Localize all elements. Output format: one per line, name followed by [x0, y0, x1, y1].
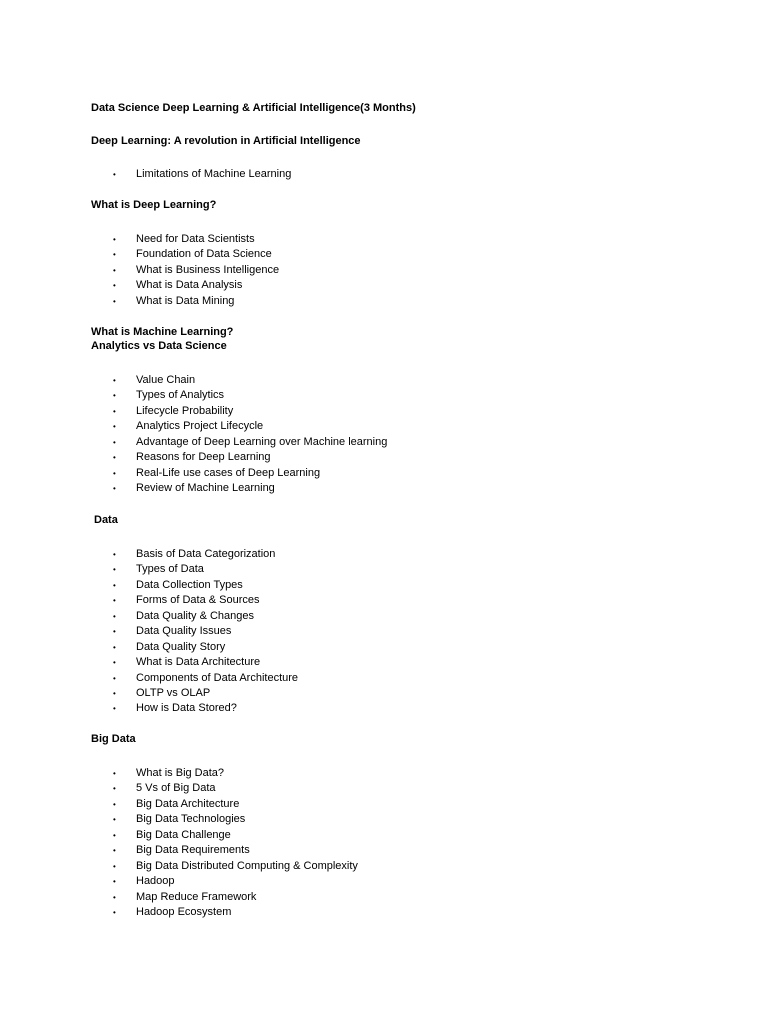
bullet-icon: •	[113, 580, 116, 590]
bullet-icon: •	[113, 769, 116, 778]
list-item-text: Analytics Project Lifecycle	[136, 420, 264, 433]
list-item-text: Review of Machine Learning	[136, 482, 275, 495]
bullet-icon: •	[113, 265, 116, 275]
list-item-text: Limitations of Machine Learning	[136, 168, 292, 180]
bullet-icon: •	[113, 422, 116, 432]
bullet-icon: •	[113, 688, 116, 698]
list-item-text: Big Data Technologies	[136, 813, 246, 826]
list-item-text: Foundation of Data Science	[136, 248, 272, 261]
bullet-icon: •	[113, 468, 116, 478]
bullet-icon: •	[113, 391, 116, 401]
list-item-text: What is Big Data?	[136, 767, 225, 779]
list-item-text: Data Quality Story	[136, 640, 226, 653]
list-item-text: Types of Data	[136, 563, 204, 576]
document-title: Data Science Deep Learning & Artificial Intelligence(3 Months)	[91, 102, 416, 114]
list-item-text: 5 Vs of Big Data	[136, 782, 216, 795]
bullet-icon: •	[113, 892, 116, 902]
bullet-icon: •	[113, 658, 116, 668]
bullet-icon: •	[113, 565, 116, 575]
bullet-icon: •	[113, 235, 116, 244]
list-item-text: Basis of Data Categorization	[136, 548, 276, 560]
bullet-icon: •	[113, 376, 116, 385]
list-item-text: How is Data Stored?	[136, 702, 237, 715]
bullet-icon: •	[113, 611, 116, 621]
list-item-text: Lifecycle Probability	[136, 404, 234, 417]
section-heading-data: Data	[94, 514, 118, 526]
bullet-icon: •	[113, 550, 116, 559]
bullet-icon: •	[113, 406, 116, 416]
bullet-icon: •	[113, 642, 116, 652]
document-subtitle: Deep Learning: A revolution in Artificial Intelligence	[91, 135, 361, 147]
bullet-icon: •	[113, 596, 116, 606]
list-item-text: Big Data Requirements	[136, 844, 250, 857]
section-heading-analytics: Analytics vs Data Science	[91, 340, 227, 352]
list-item-text: What is Data Architecture	[136, 656, 261, 669]
list-item-text: What is Data Analysis	[136, 279, 243, 292]
list-item-text: Real-Life use cases of Deep Learning	[136, 466, 321, 479]
bullet-icon: •	[113, 673, 116, 683]
bullet-icon: •	[113, 877, 116, 887]
bullet-icon: •	[113, 453, 116, 463]
list-item-text: Forms of Data & Sources	[136, 594, 260, 607]
list-item-text: Advantage of Deep Learning over Machine learning	[136, 435, 388, 448]
list-item-text: Big Data Architecture	[136, 797, 240, 810]
list-item-text: Big Data Distributed Computing & Complexity	[136, 859, 358, 872]
list-item-text: OLTP vs OLAP	[136, 686, 211, 699]
bullet-icon: •	[113, 250, 116, 260]
bullet-icon: •	[113, 296, 116, 306]
list-item-text: Data Quality & Changes	[136, 609, 255, 622]
list-item-text: Types of Analytics	[136, 389, 225, 402]
list-item-text: What is Business Intelligence	[136, 263, 280, 276]
bullet-icon: •	[113, 907, 116, 917]
bullet-icon: •	[113, 830, 116, 840]
list-item-text: Map Reduce Framework	[136, 890, 257, 903]
bullet-icon: •	[113, 281, 116, 291]
list-item-text: Big Data Challenge	[136, 828, 231, 841]
list-item-text: Value Chain	[136, 374, 196, 386]
bullet-icon: •	[113, 846, 116, 856]
list-item-text: Hadoop	[136, 875, 175, 888]
list-item-text: Reasons for Deep Learning	[136, 451, 271, 464]
list-item-text: Need for Data Scientists	[136, 233, 255, 245]
bullet-icon: •	[113, 437, 116, 447]
bullet-icon: •	[113, 815, 116, 825]
bullet-icon: •	[113, 704, 116, 714]
list-item-text: Data Collection Types	[136, 578, 243, 591]
bullet-icon: •	[113, 170, 116, 179]
list-item-text: Components of Data Architecture	[136, 671, 299, 684]
bullet-icon: •	[113, 627, 116, 637]
section-heading-big-data: Big Data	[91, 733, 136, 745]
bullet-icon: •	[113, 799, 116, 809]
list-item-text: What is Data Mining	[136, 294, 235, 307]
list-item-text: Data Quality Issues	[136, 625, 232, 638]
section-heading-deep-learning: What is Deep Learning?	[91, 199, 217, 211]
list-item-text: Hadoop Ecosystem	[136, 905, 232, 918]
bullet-icon: •	[113, 484, 116, 494]
bullet-icon: •	[113, 861, 116, 871]
bullet-icon: •	[113, 784, 116, 794]
section-heading-machine-learning: What is Machine Learning?	[91, 326, 234, 338]
